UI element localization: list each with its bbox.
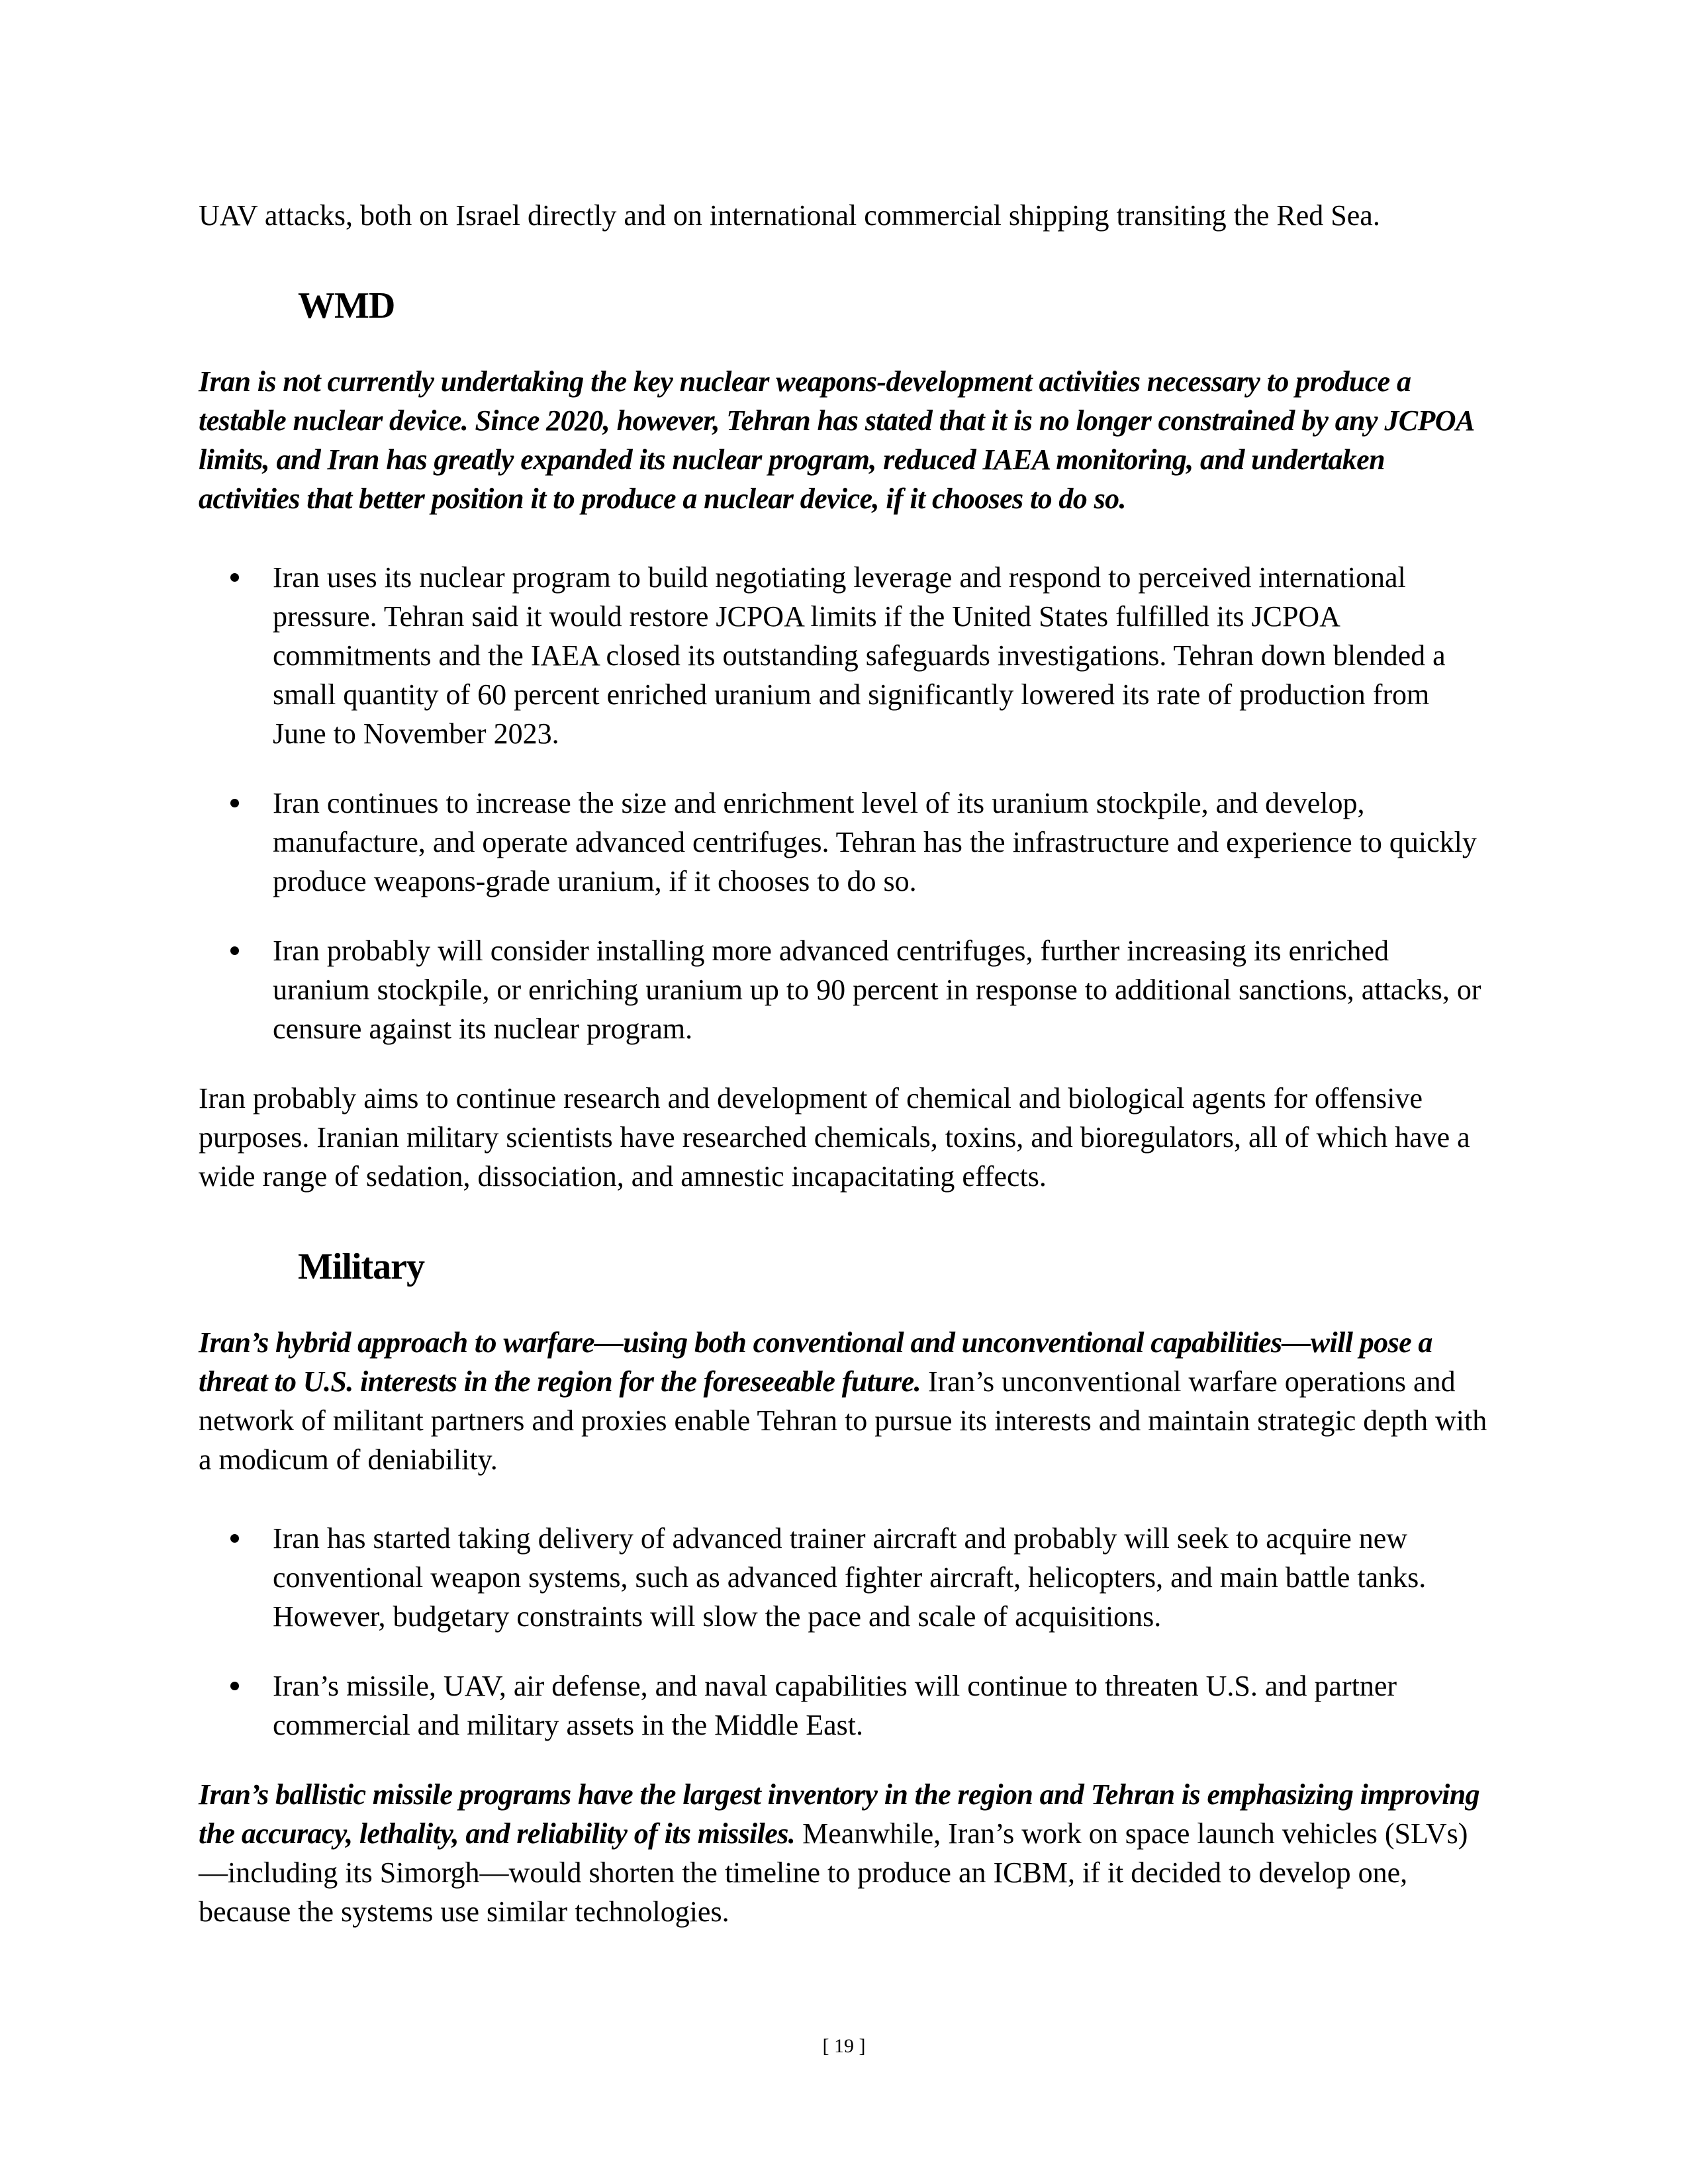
military-lead-bold: Iran’s hybrid approach to warfare—using both conventional and unconventional capabilities—will pose a threat to U.S. interests in the region for the foreseeable future. [199,1326,1432,1398]
bullet-icon [230,1534,239,1543]
list-item [199,558,1489,753]
bullet-text: Iran probably will consider installing more advanced centrifuges, further increasing its enriched uranium stockpile, or enriching uranium up to 90 percent in response to additional sanctions, attacks, or censure against its nuclear program. [273,934,1481,1045]
bullet-icon [230,799,239,807]
list-item [199,931,1489,1048]
list-item [199,784,1489,901]
bullet-icon [230,573,239,582]
military-closing-text: Meanwhile, Iran’s work on space launch vehicles (SLVs)—including its Simorgh—would shorten the timeline to produce an ICBM, if it decided to develop one, because the systems use similar technologies. [199,1817,1468,1928]
bullet-text: Iran continues to increase the size and enrichment level of its uranium stockpile, and develop, manufacture, and operate advanced centrifuges. Tehran has the infrastructure and experience to quickly produce weapons-grade uranium, if it chooses to do so. [273,787,1477,897]
list-item [199,1666,1489,1745]
bullet-icon [230,946,239,955]
military-closing-bold: Iran’s ballistic missile programs have the largest inventory in the region and Tehran is emphasizing improving the accuracy, lethality, and reliability of its missiles. [199,1778,1480,1850]
document-body [199,196,1489,1931]
section-heading-wmd: WMD [298,285,395,326]
intro-paragraph: UAV attacks, both on Israel directly and on international commercial shipping transiting the Red Sea. [199,199,1380,232]
section-heading-military: Military [298,1246,425,1287]
bullet-text: Iran uses its nuclear program to build negotiating leverage and respond to perceived international pressure. Tehran said it would restore JCPOA limits if the United States fulfilled its JCPOA commitments and the IAEA closed its outstanding safeguards investigations. Tehran down blended a small quantity of 60 percent enriched uranium and significantly lowered its rate of production from June to November 2023. [273,561,1446,750]
military-lead-paragraph [199,1323,1489,1479]
military-bullet-list [199,1519,1489,1745]
military-lead-text: Iran’s unconventional warfare operations and network of militant partners and proxies enable Tehran to pursue its interests and maintain strategic depth with a modicum of deniability. [199,1365,1487,1476]
wmd-bullet-list [199,558,1489,1048]
wmd-lead-paragraph: Iran is not currently undertaking the key nuclear weapons-development activities necessary to produce a testable nuclear device. Since 2020, however, Tehran has stated that it is no longer constrained by any JCPOA limits, and Iran has greatly expanded its nuclear program, reduced IAEA monitoring, and undertaken activities that better position it to produce a nuclear device, if it chooses to do so. [199,365,1474,515]
wmd-closing-paragraph: Iran probably aims to continue research and development of chemical and biological agents for offensive purposes. Iranian military scientists have researched chemicals, toxins, and bioregulators, all of which have a wide range of sedation, dissociation, and amnestic incapacitating effects. [199,1082,1470,1193]
military-closing-paragraph [199,1775,1489,1931]
list-item [199,1519,1489,1636]
bullet-text: Iran has started taking delivery of advanced trainer aircraft and probably will seek to acquire new conventional weapon systems, such as advanced fighter aircraft, helicopters, and main battle tanks. However, budgetary constraints will slow the pace and scale of acquisitions. [273,1522,1427,1633]
bullet-icon [230,1682,239,1690]
bullet-text: Iran’s missile, UAV, air defense, and naval capabilities will continue to threaten U.S. and partner commercial and military assets in the Middle East. [273,1670,1397,1741]
page-number: [ 19 ] [822,2035,866,2057]
